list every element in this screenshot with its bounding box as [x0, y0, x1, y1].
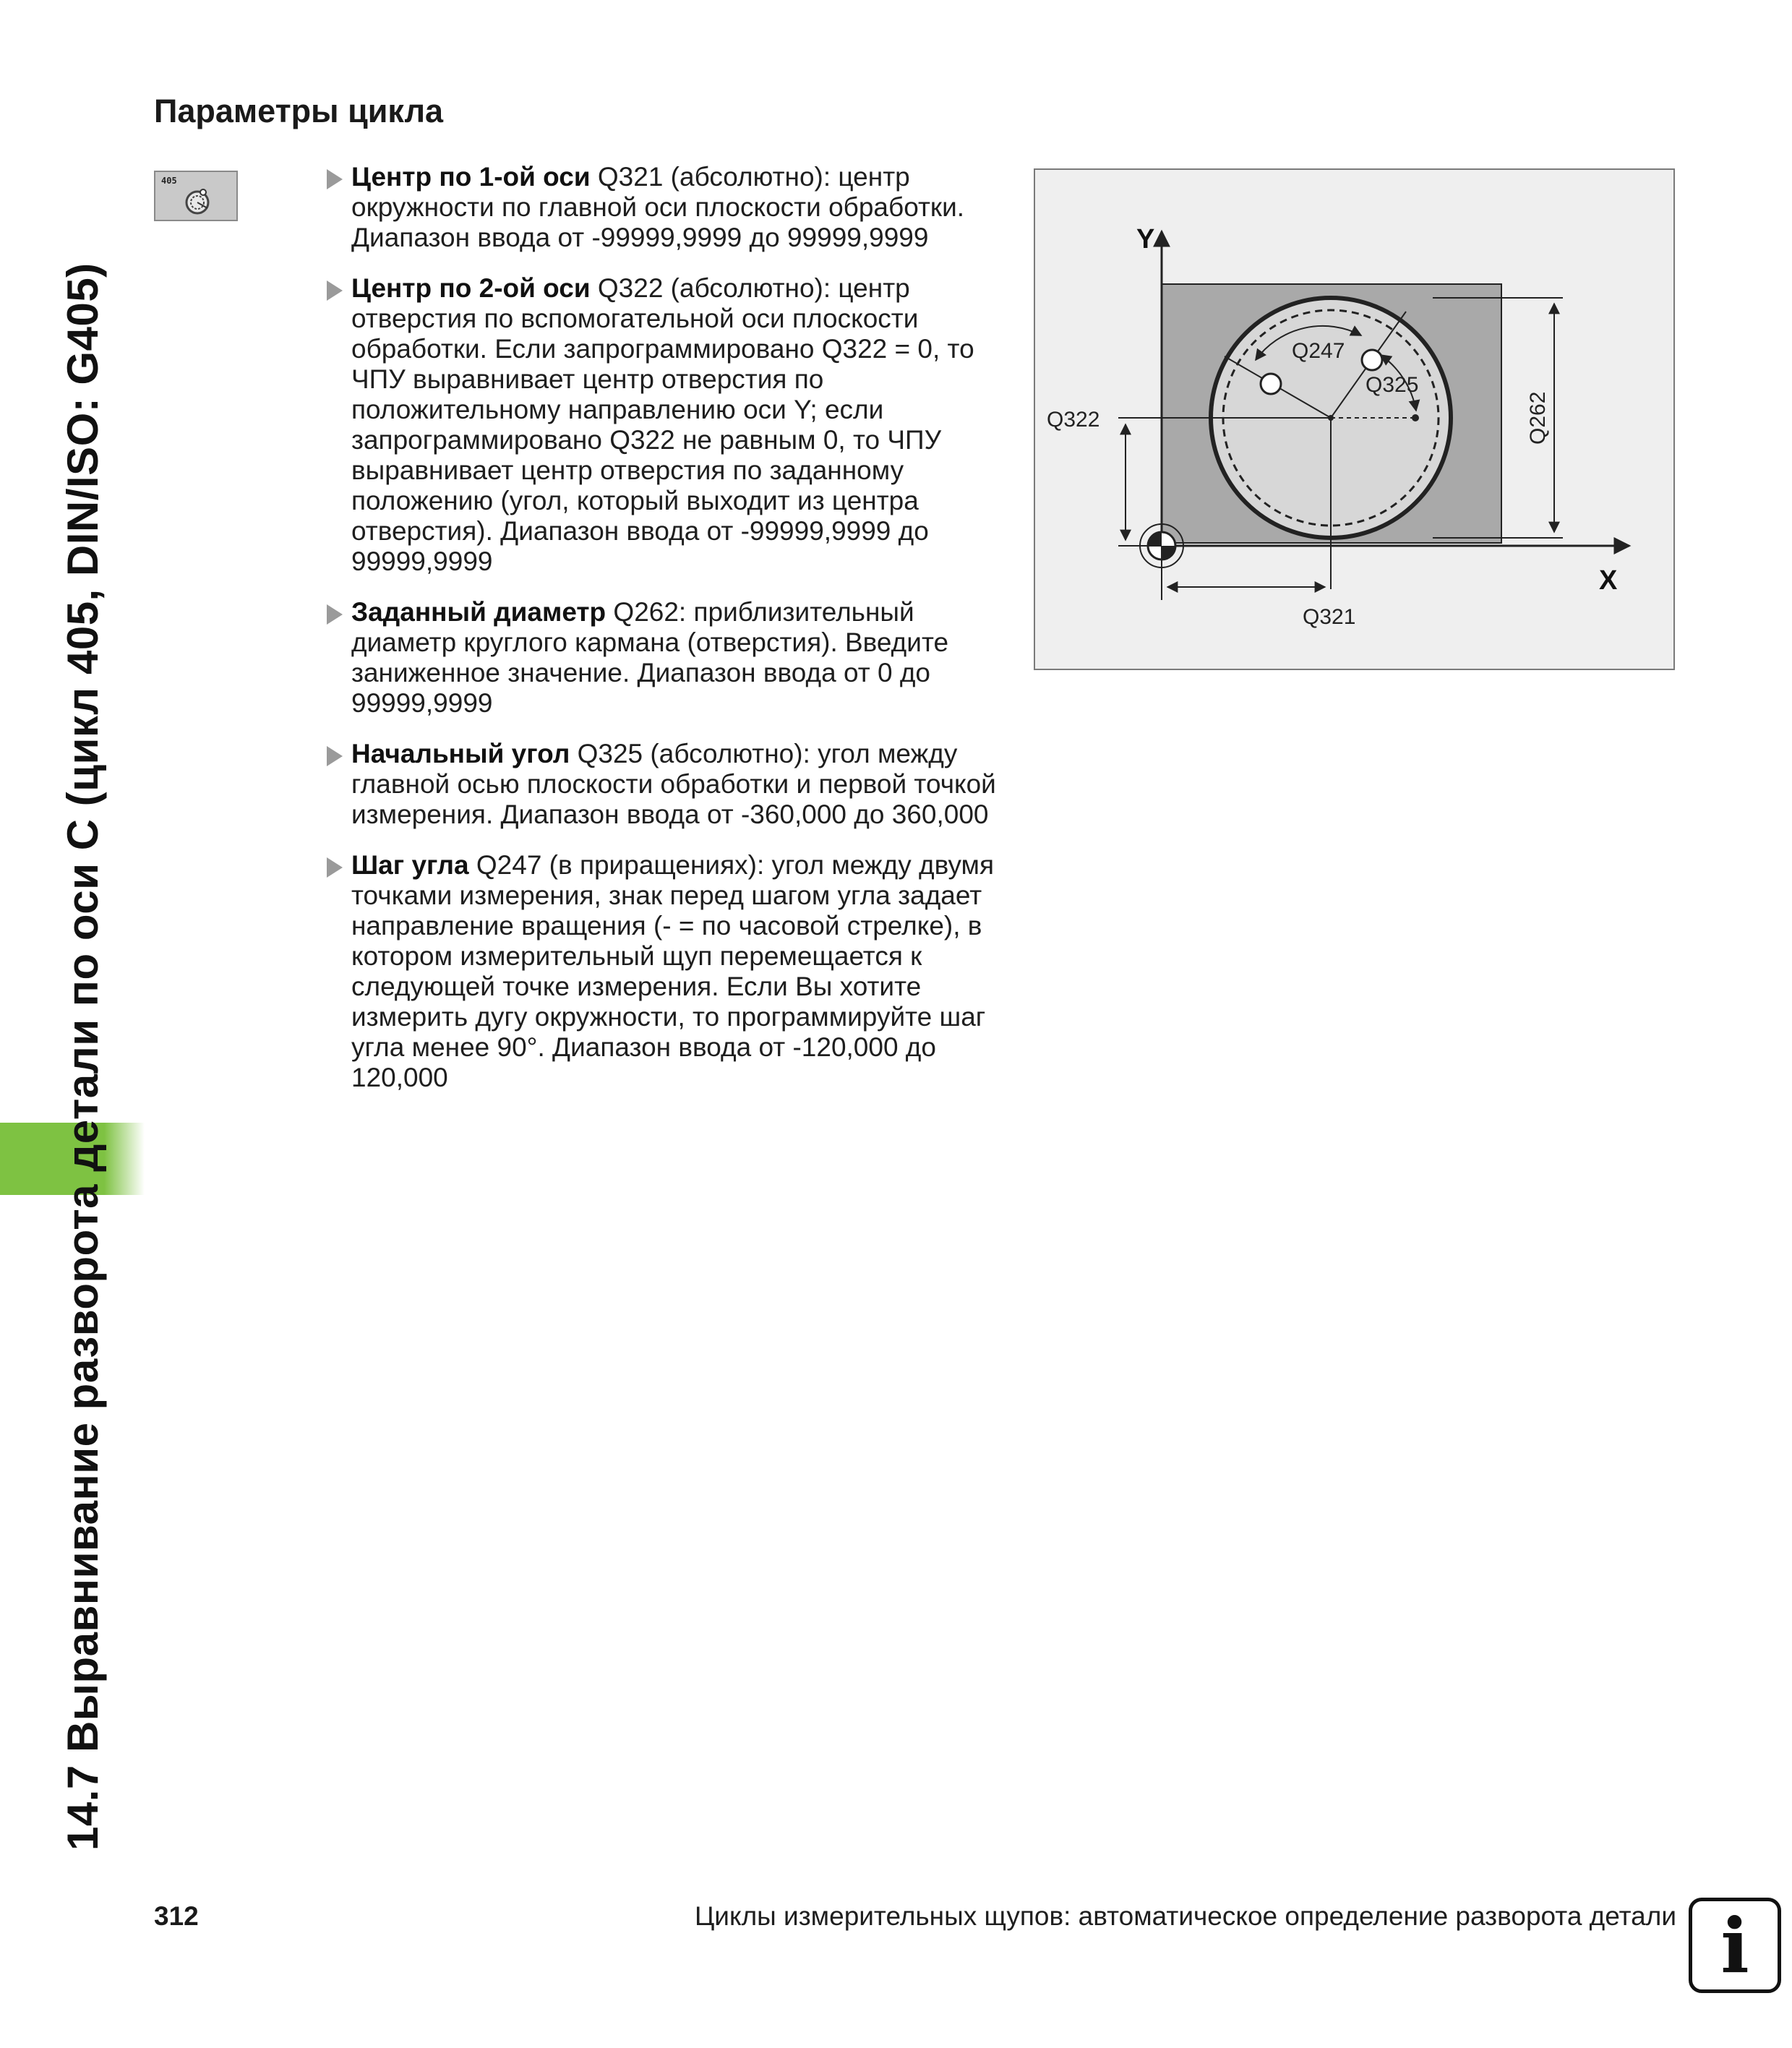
- x-axis-label: X: [1599, 565, 1618, 596]
- chapter-side-title: 14.7 Выравнивание разворота детали по оси С (цикл 405, DIN/ISO: G405): [59, 262, 107, 1851]
- param-name: Начальный угол: [351, 739, 570, 768]
- cycle-icon-number: 405: [161, 176, 177, 186]
- param-text: [351, 739, 996, 830]
- param-text: [351, 162, 996, 253]
- q322-label: Q322: [1047, 408, 1100, 432]
- origin-quadrant: [1162, 546, 1175, 560]
- y-axis-label: Y: [1136, 224, 1155, 254]
- param-name: Шаг угла: [351, 850, 469, 880]
- info-icon: i: [1689, 1898, 1781, 1993]
- page-number: 312: [154, 1901, 199, 1931]
- probe-point-1: [1261, 374, 1281, 394]
- parameter-list: [324, 162, 996, 1113]
- param-item-q247: [324, 850, 996, 1093]
- probe-point-2: [1362, 350, 1382, 370]
- param-name: Центр по 1-ой оси: [351, 162, 591, 192]
- param-name: Центр по 2-ой оси: [351, 273, 591, 303]
- section-title: Параметры цикла: [154, 93, 444, 129]
- param-description: Q325 (абсолютно): угол между главной осью плоскости обработки и первой точкой измерения. Диапазон ввода от -360,000 до 360,000: [351, 739, 996, 829]
- param-item-q321: [324, 162, 996, 253]
- param-description: Q322 (абсолютно): центр отверстия по вспомогательной оси плоскости обработки. Если запрограммировано Q322 = 0, то ЧПУ выравнивает центр отверстия по положительному направлению оси Y; если запрограммировано Q322 не равным 0, то ЧПУ выравнивает центр отверстия по заданному положению (угол, который выходит из центра отверстия). Диапазон ввода от -99999,9999 до 99999,9999: [351, 273, 974, 576]
- bullet-triangle-icon: [327, 746, 343, 766]
- param-item-q262: [324, 597, 996, 719]
- footer-chapter-title: Циклы измерительных щупов: автоматическое определение разворота детали: [694, 1901, 1676, 1931]
- param-text: [351, 597, 996, 719]
- reference-point: [1412, 414, 1419, 421]
- param-name: Заданный диаметр: [351, 597, 606, 627]
- q262-label: Q262: [1526, 391, 1550, 445]
- param-description: Q247 (в приращениях): угол между двумя точками измерения, знак перед шагом угла задает направление вращения (- = по часовой стрелке), в котором измерительный щуп перемещается к следующей точке измерения. Если Вы хотите измерить дугу окружности, то программируйте шаг угла менее 90°. Диапазон ввода от -120,000 до 120,000: [351, 850, 995, 1092]
- bullet-triangle-icon: [327, 169, 343, 189]
- param-item-q325: [324, 739, 996, 830]
- cycle-diagram: [1034, 168, 1675, 670]
- bullet-triangle-icon: [327, 604, 343, 625]
- probe-cycle-icon: [183, 184, 216, 217]
- q247-label: Q247: [1292, 339, 1345, 363]
- origin-quadrant: [1148, 532, 1162, 546]
- param-description: Q321 (абсолютно): центр окружности по главной оси плоскости обработки. Диапазон ввода от -99999,9999 до 99999,9999: [351, 162, 965, 252]
- q321-label: Q321: [1303, 605, 1356, 629]
- q325-label: Q325: [1366, 373, 1419, 397]
- param-description: Q262: приблизительный диаметр круглого кармана (отверстия). Введите заниженное значение. Диапазон ввода от 0 до 99999,9999: [351, 597, 949, 718]
- param-text: [351, 273, 996, 577]
- bullet-triangle-icon: [327, 280, 343, 301]
- cycle-405-softkey-icon: [154, 171, 238, 221]
- cycle-diagram-svg: [1035, 170, 1673, 669]
- param-text: [351, 850, 996, 1093]
- param-item-q322: [324, 273, 996, 577]
- bullet-triangle-icon: [327, 857, 343, 878]
